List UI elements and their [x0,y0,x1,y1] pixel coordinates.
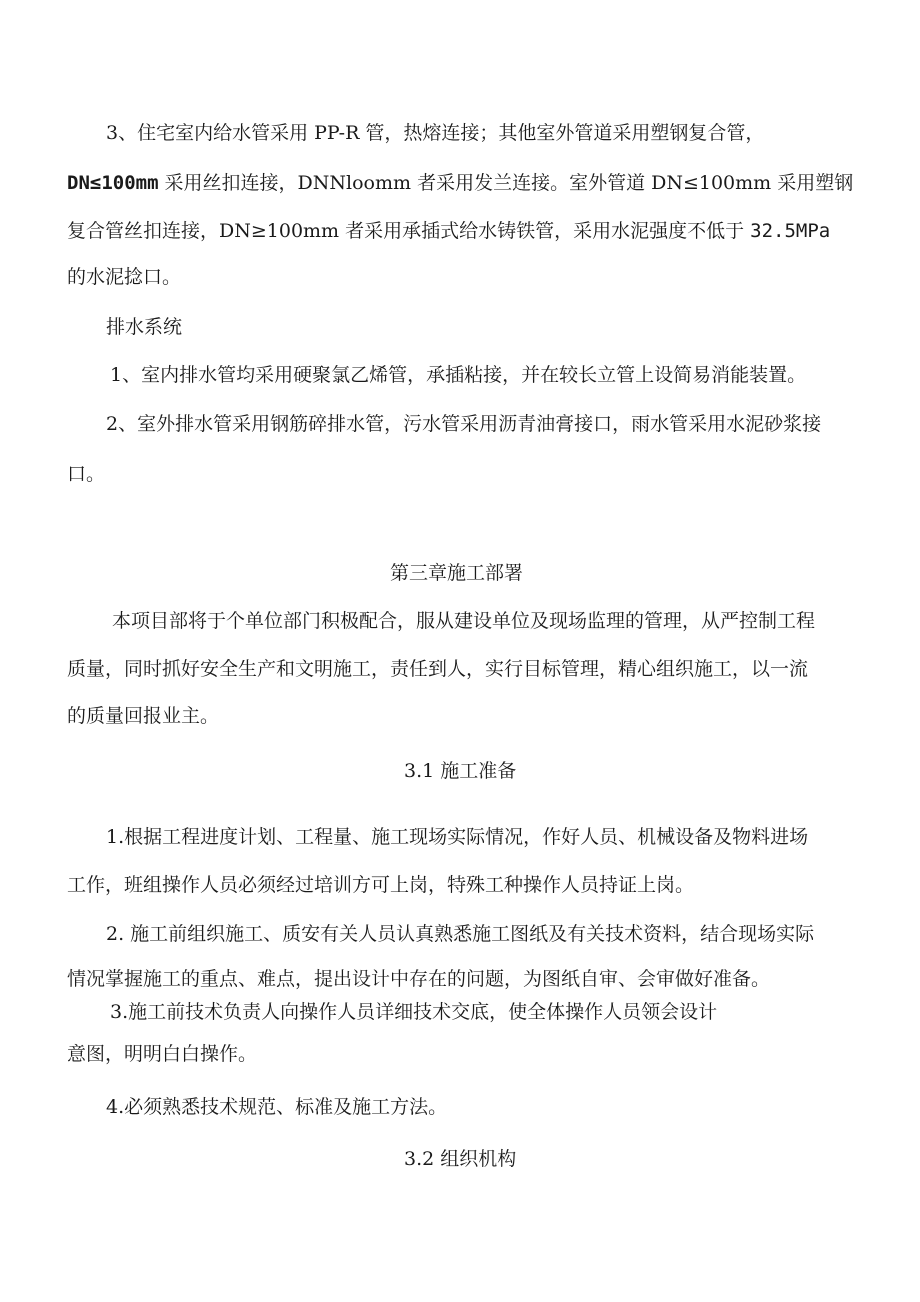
section-3-1-item3-line2: 意图，明明白白操作。 [67,1043,258,1065]
drainage-heading: 排水系统 [106,316,183,338]
strength-spec-text: 32.5MPa [750,220,831,242]
water-supply-item3-line4: 的水泥捻口。 [67,266,182,288]
drainage-item2-line1: 2、室外排水管采用钢筋碎排水管，污水管采用沥青油膏接口，雨水管采用水泥砂浆接 [106,413,822,435]
water-supply-item3-line3-text: 复合管丝扣连接，DN≥100mm 者采用承插式给水铸铁管，采用水泥强度不低于 [67,220,751,242]
chapter3-intro-line2: 质量，同时抓好安全生产和文明施工，责任到人，实行目标管理，精心组织施工，以一流 [67,658,809,680]
section-3-1-item4: 4.必须熟悉技术规范、标准及施工方法。 [106,1096,448,1118]
section-3-1-item2-line2: 情况掌握施工的重点、难点，提出设计中存在的问题，为图纸自审、会审做好准备。 [67,968,771,990]
water-supply-item3-line1: 3、住宅室内给水管采用 PP-R 管，热熔连接；其他室外管道采用塑钢复合管， [106,122,765,144]
water-supply-item3-line2-rest: 采用丝扣连接，DNNloomm 者采用发兰连接。室外管道 DN≤100mm 采用塑钢 [158,172,854,194]
section-3-1-item2-line1: 2. 施工前组织施工、质安有关人员认真熟悉施工图纸及有关技术资料，结合现场实际 [106,923,815,945]
drainage-item1: 1、室内排水管均采用硬聚氯乙烯管，承插粘接，并在较长立管上设简易消能装置。 [110,364,807,386]
section-3-1-item1-line2: 工作，班组操作人员必须经过培训方可上岗，特殊工种操作人员持证上岗。 [67,874,695,896]
dn-spec-text: DN≤100mm [67,172,159,194]
chapter3-intro-line1: 本项目部将于个单位部门积极配合，服从建设单位及现场监理的管理，从严控制工程 [112,610,816,632]
section-3-1-item1-line1: 1.根据工程进度计划、工程量、施工现场实际情况，作好人员、机械设备及物料进场 [106,826,809,848]
water-supply-item3-line2 [67,174,853,193]
section-3-1-title: 3.1 施工准备 [404,760,517,782]
section-3-2-title: 3.2 组织机构 [404,1148,517,1170]
drainage-item2-line2: 口。 [67,463,106,485]
chapter3-title: 第三章施工部署 [390,562,524,584]
chapter3-intro-line3: 的质量回报业主。 [67,705,220,727]
water-supply-item3-line3 [67,222,830,241]
section-3-1-item3-line1: 3.施工前技术负责人向操作人员详细技术交底，使全体操作人员领会设计 [110,1001,718,1023]
